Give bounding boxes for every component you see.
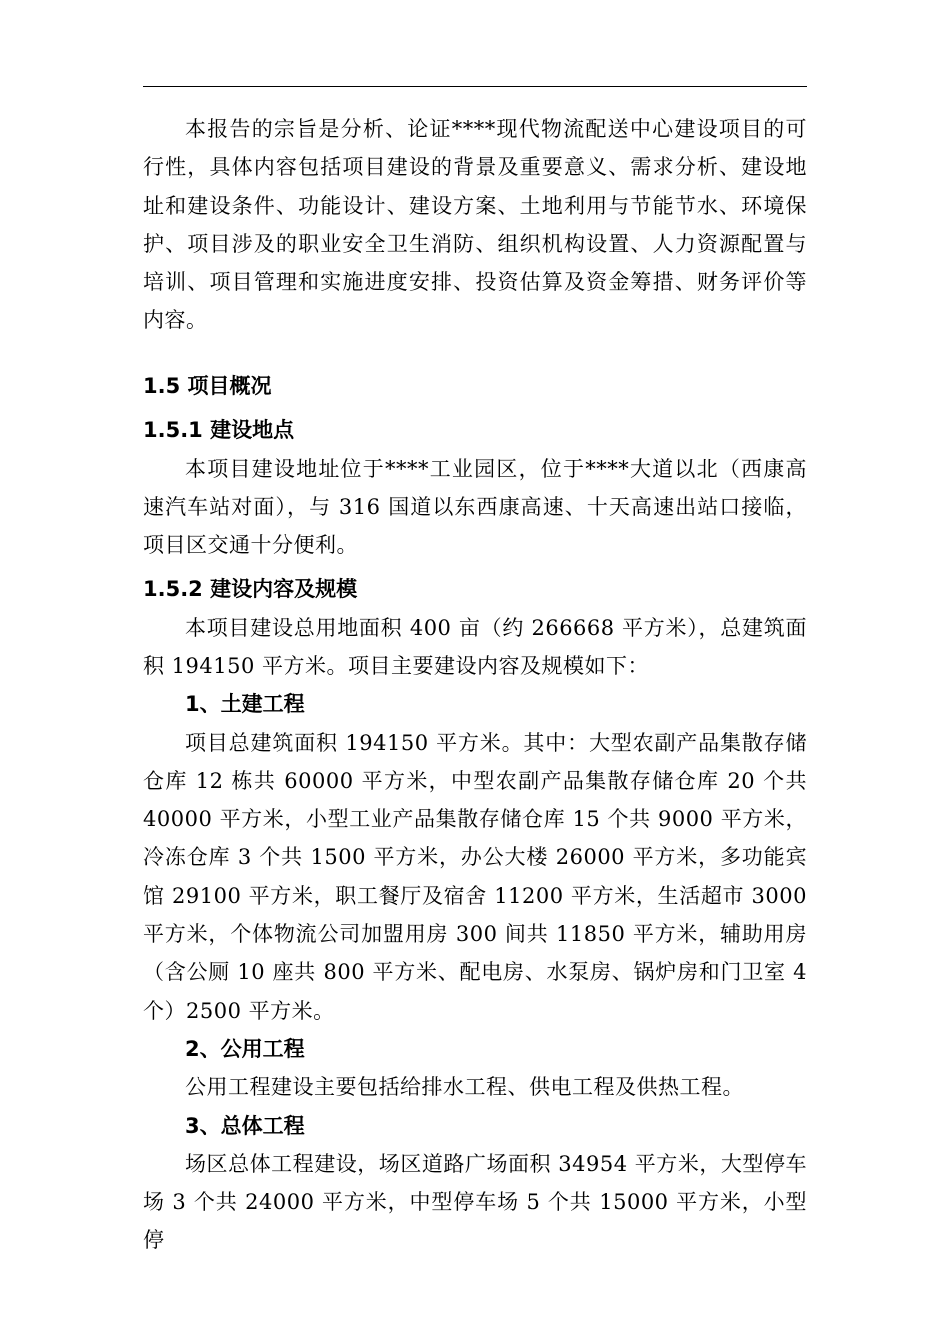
utility-works-heading: 2、公用工程 [185, 1036, 305, 1061]
civil-works-heading: 1、土建工程 [185, 692, 305, 717]
section-heading-1-5-1: 1.5.1 建设地点 [143, 417, 295, 442]
section-heading-1-5-2: 1.5.2 建设内容及规模 [143, 576, 358, 601]
general-works-heading: 3、总体工程 [185, 1113, 305, 1138]
general-works-paragraph: 场区总体工程建设，场区道路广场面积 34954 平方米，大型停车场 3 个共 24000 平方米，中型停车场 5 个共 15000 平方米，小型停 [143, 1151, 807, 1253]
intro-paragraph: 本报告的宗旨是分析、论证****现代物流配送中心建设项目的可行性，具体内容包括项目建设的背景及重要意义、需求分析、建设地址和建设条件、功能设计、建设方案、土地利用与节能节水、环境保护、项目涉及的职业安全卫生消防、组织机构设置、人力资源配置与培训、项目管理和实施进度安排、投资估算及资金筹措、财务评价等内容。 [143, 117, 807, 333]
section-heading-1-5: 1.5 项目概况 [143, 373, 272, 398]
civil-works-paragraph: 项目总建筑面积 194150 平方米。其中：大型农副产品集散存储仓库 12 栋共 60000 平方米，中型农副产品集散存储仓库 20 个共 40000 平方米，小型工业产品集散存储仓库 15 个共 9000 平方米，冷冻仓库 3 个共 1500 平方米，办公大楼 26000 平方米，多功能宾馆 29100 平方米，职工餐厅及宿舍 11200 平方米，生活超市 3000 平方米，个体物流公司加盟用房 300 间共 11850 平方米，辅助用房（含公厕 10 座共 800 平方米、配电房、水泵房、锅炉房和门卫室 4 个）2500 平方米。 [143, 730, 807, 1023]
header-rule [143, 86, 807, 87]
document-body [143, 110, 807, 1260]
scale-paragraph: 本项目建设总用地面积 400 亩（约 266668 平方米），总建筑面积 194150 平方米。项目主要建设内容及规模如下： [143, 615, 807, 678]
utility-works-paragraph: 公用工程建设主要包括给排水工程、供电工程及供热工程。 [185, 1075, 744, 1100]
location-paragraph: 本项目建设地址位于****工业园区，位于****大道以北（西康高速汽车站对面），与 316 国道以东西康高速、十天高速出站口接临，项目区交通十分便利。 [143, 456, 807, 558]
